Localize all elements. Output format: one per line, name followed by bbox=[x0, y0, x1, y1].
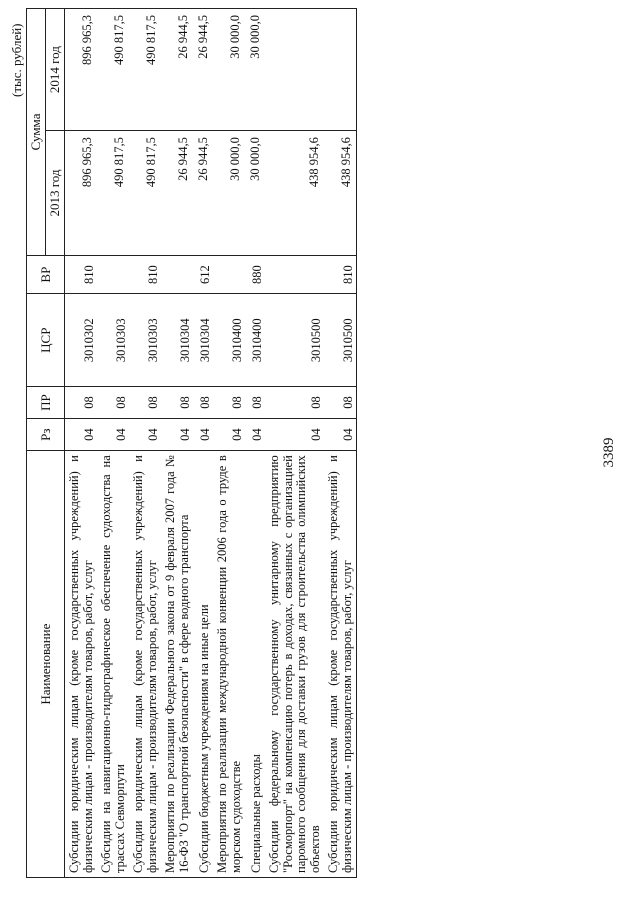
row-vr: 880 bbox=[245, 255, 265, 294]
row-sum-2013: 490 817,5 bbox=[129, 131, 161, 256]
row-rz: 04 bbox=[97, 419, 129, 451]
row-sum-2013: 438 954,6 bbox=[265, 131, 324, 256]
row-csr: 3010500 bbox=[324, 294, 357, 387]
row-pr: 08 bbox=[213, 386, 245, 418]
table-row bbox=[193, 9, 213, 878]
row-csr: 3010302 bbox=[65, 294, 98, 387]
row-sum-2014 bbox=[265, 9, 324, 131]
row-sum-2013: 26 944,5 bbox=[161, 131, 193, 256]
row-csr: 3010304 bbox=[161, 294, 193, 387]
row-sum-2013: 490 817,5 bbox=[97, 131, 129, 256]
row-rz: 04 bbox=[213, 419, 245, 451]
header-pr: ПР bbox=[27, 386, 65, 418]
row-vr bbox=[213, 255, 245, 294]
row-name: Субсидии федеральному государственному унитарному предприятию "Росморпорт" на компенсацию потерь в доходах, связанных с организацией паромного сообщения для доставки грузов для строительства олимпийских объектов bbox=[265, 451, 324, 878]
row-pr: 08 bbox=[129, 386, 161, 418]
units-label: (тыс. рублей) bbox=[9, 23, 24, 97]
header-csr: ЦСР bbox=[27, 294, 65, 387]
row-rz: 04 bbox=[65, 419, 98, 451]
row-name: Субсидии на навигационно-гидрографическое обеспечение судоходства на трассах Севморпути bbox=[97, 451, 129, 878]
row-vr: 612 bbox=[193, 255, 213, 294]
row-vr bbox=[97, 255, 129, 294]
row-name: Мероприятия по реализации международной конвенции 2006 года о труде в морском судоходстве bbox=[213, 451, 245, 878]
row-csr: 3010400 bbox=[213, 294, 245, 387]
page-number: 3389 bbox=[601, 437, 617, 468]
row-vr bbox=[265, 255, 324, 294]
row-sum-2014: 30 000,0 bbox=[213, 9, 245, 131]
row-sum-2014: 490 817,5 bbox=[129, 9, 161, 131]
row-name: Субсидии юридическим лицам (кроме государственных учреждений) и физическим лицам - производителям товаров, работ, услуг bbox=[129, 451, 161, 878]
row-rz: 04 bbox=[161, 419, 193, 451]
row-pr: 08 bbox=[245, 386, 265, 418]
row-rz: 04 bbox=[193, 419, 213, 451]
header-year-2013: 2013 год bbox=[46, 131, 65, 256]
table-row bbox=[65, 9, 98, 878]
row-sum-2014: 30 000,0 bbox=[245, 9, 265, 131]
row-sum-2013: 30 000,0 bbox=[245, 131, 265, 256]
row-pr: 08 bbox=[65, 386, 98, 418]
row-vr: 810 bbox=[324, 255, 357, 294]
header-rz: Рз bbox=[27, 419, 65, 451]
table-row bbox=[161, 9, 193, 878]
row-sum-2013: 896 965,3 bbox=[65, 131, 98, 256]
row-csr: 3010400 bbox=[245, 294, 265, 387]
header-name: Наименование bbox=[27, 451, 65, 878]
row-sum-2014: 896 965,3 bbox=[65, 9, 98, 131]
table-row bbox=[245, 9, 265, 878]
row-sum-2014: 26 944,5 bbox=[193, 9, 213, 131]
row-vr: 810 bbox=[65, 255, 98, 294]
row-sum-2013: 26 944,5 bbox=[193, 131, 213, 256]
row-sum-2014 bbox=[324, 9, 357, 131]
row-sum-2013: 438 954,6 bbox=[324, 131, 357, 256]
table-row bbox=[265, 9, 324, 878]
row-pr: 08 bbox=[161, 386, 193, 418]
row-sum-2013: 30 000,0 bbox=[213, 131, 245, 256]
row-rz: 04 bbox=[245, 419, 265, 451]
row-rz: 04 bbox=[324, 419, 357, 451]
header-year-2014: 2014 год bbox=[46, 9, 65, 131]
table-row bbox=[129, 9, 161, 878]
row-csr: 3010500 bbox=[265, 294, 324, 387]
row-csr: 3010303 bbox=[97, 294, 129, 387]
row-pr: 08 bbox=[265, 386, 324, 418]
row-pr: 08 bbox=[97, 386, 129, 418]
row-sum-2014: 490 817,5 bbox=[97, 9, 129, 131]
row-rz: 04 bbox=[265, 419, 324, 451]
header-vr: ВР bbox=[27, 255, 65, 294]
table-body bbox=[65, 9, 357, 878]
row-name: Мероприятия по реализации Федерального закона от 9 февраля 2007 года № 16-ФЗ "О транспортной безопасности" в сфере водного транспорта bbox=[161, 451, 193, 878]
row-name: Субсидии юридическим лицам (кроме государственных учреждений) и физическим лицам - производителям товаров, работ, услуг bbox=[324, 451, 357, 878]
row-name: Специальные расходы bbox=[245, 451, 265, 878]
row-name: Субсидии бюджетным учреждениям на иные цели bbox=[193, 451, 213, 878]
row-csr: 3010304 bbox=[193, 294, 213, 387]
row-vr bbox=[161, 255, 193, 294]
budget-table bbox=[26, 8, 357, 878]
table-row bbox=[97, 9, 129, 878]
row-pr: 08 bbox=[193, 386, 213, 418]
row-csr: 3010303 bbox=[129, 294, 161, 387]
row-rz: 04 bbox=[129, 419, 161, 451]
row-pr: 08 bbox=[324, 386, 357, 418]
table-row bbox=[324, 9, 357, 878]
table-row bbox=[213, 9, 245, 878]
row-name: Субсидии юридическим лицам (кроме государственных учреждений) и физическим лицам - производителям товаров, работ, услуг bbox=[65, 451, 98, 878]
row-vr: 810 bbox=[129, 255, 161, 294]
header-sum: Сумма bbox=[27, 9, 46, 256]
row-sum-2014: 26 944,5 bbox=[161, 9, 193, 131]
